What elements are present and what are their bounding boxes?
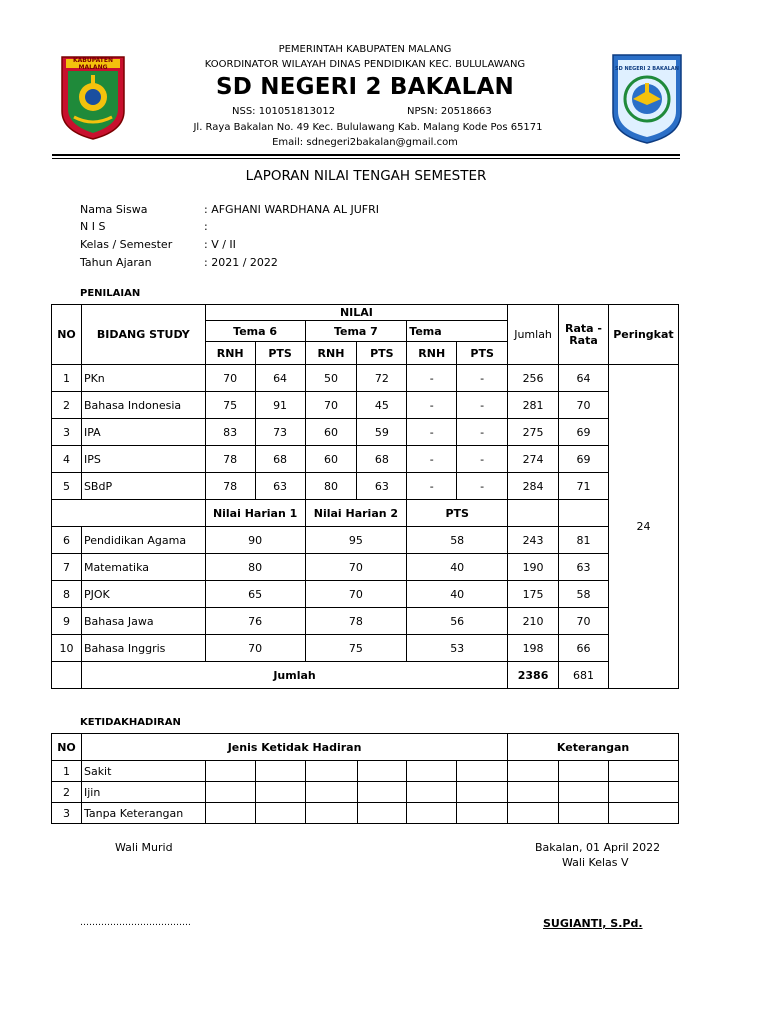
cell: 63	[357, 473, 407, 500]
att-row-no: 3	[52, 803, 82, 824]
student-label-nis: N I S	[80, 220, 106, 233]
cell: 68	[255, 446, 305, 473]
cell	[559, 761, 609, 782]
header-divider-thick	[52, 154, 680, 156]
att-header-no: NO	[52, 734, 82, 761]
cell: 70	[205, 635, 305, 662]
cell: 78	[205, 446, 255, 473]
cell	[255, 761, 305, 782]
cell: -	[457, 365, 508, 392]
header-tema7: Tema 7	[305, 321, 407, 342]
table-row	[52, 419, 679, 446]
header-rnh: RNH	[205, 342, 255, 365]
header-pts: PTS	[457, 342, 508, 365]
cell: 73	[255, 419, 305, 446]
header-nilai-harian-2: Nilai Harian 2	[305, 500, 407, 527]
table-row	[52, 392, 679, 419]
cell: 68	[357, 446, 407, 473]
teacher-name: SUGIANTI, S.Pd.	[543, 917, 643, 930]
nss: NSS: 101051813012	[232, 106, 336, 117]
header-pts-b: PTS	[407, 500, 508, 527]
cell: 40	[407, 554, 508, 581]
row-subject: SBdP	[81, 473, 205, 500]
table-row	[52, 527, 679, 554]
total-jumlah: 2386	[508, 662, 559, 689]
cell	[205, 761, 255, 782]
att-header-jenis: Jenis Ketidak Hadiran	[81, 734, 507, 761]
cell	[457, 803, 508, 824]
row-rata: 66	[559, 635, 609, 662]
cell: 70	[305, 392, 357, 419]
header-line2: KOORDINATOR WILAYAH DINAS PENDIDIKAN KEC. BULULAWANG	[204, 59, 526, 70]
row-subject: PKn	[81, 365, 205, 392]
row-subject: Bahasa Indonesia	[81, 392, 205, 419]
table-row	[52, 581, 679, 608]
student-label-year: Tahun Ajaran	[80, 256, 152, 269]
student-value-class: : V / II	[204, 238, 236, 251]
att-header-keterangan: Keterangan	[508, 734, 679, 761]
cell: 75	[205, 392, 255, 419]
cell: 75	[305, 635, 407, 662]
grades-table	[51, 304, 679, 689]
header-tema6: Tema 6	[205, 321, 305, 342]
cell: 64	[255, 365, 305, 392]
cell: 83	[205, 419, 255, 446]
subheader-blank	[52, 500, 206, 527]
row-jumlah: 256	[508, 365, 559, 392]
cell: -	[457, 419, 508, 446]
header-jumlah: Jumlah	[508, 305, 559, 365]
row-no: 9	[52, 608, 82, 635]
cell: 70	[205, 365, 255, 392]
table-row	[52, 608, 679, 635]
row-rata: 58	[559, 581, 609, 608]
row-no: 1	[52, 365, 82, 392]
row-rata: 69	[559, 446, 609, 473]
cell: -	[407, 365, 457, 392]
subheader-blank	[559, 500, 609, 527]
wali-murid-label: Wali Murid	[115, 841, 173, 854]
att-row-name: Ijin	[81, 782, 205, 803]
wali-kelas-label: Wali Kelas V	[562, 856, 629, 869]
cell: 65	[205, 581, 305, 608]
email: Email: sdnegeri2bakalan@gmail.com	[272, 137, 458, 148]
cell	[508, 803, 559, 824]
cell: 80	[305, 473, 357, 500]
cell: -	[407, 446, 457, 473]
row-jumlah: 210	[508, 608, 559, 635]
cell: 90	[205, 527, 305, 554]
cell: 60	[305, 419, 357, 446]
cell: 78	[205, 473, 255, 500]
cell: 78	[305, 608, 407, 635]
header-peringkat: Peringkat	[608, 305, 678, 365]
row-jumlah: 190	[508, 554, 559, 581]
cell: 58	[407, 527, 508, 554]
header-rnh: RNH	[407, 342, 457, 365]
row-subject: Matematika	[81, 554, 205, 581]
header-pts: PTS	[357, 342, 407, 365]
cell	[255, 803, 305, 824]
cell	[508, 761, 559, 782]
attendance-table	[51, 733, 679, 824]
row-jumlah: 274	[508, 446, 559, 473]
row-no: 3	[52, 419, 82, 446]
row-no: 10	[52, 635, 82, 662]
cell: 76	[205, 608, 305, 635]
table-row	[52, 635, 679, 662]
table-row	[52, 473, 679, 500]
header-bidang: BIDANG STUDY	[81, 305, 205, 365]
cell: -	[457, 446, 508, 473]
place-date: Bakalan, 01 April 2022	[535, 841, 661, 854]
cell: -	[407, 473, 457, 500]
att-row-name: Sakit	[81, 761, 205, 782]
cell: -	[457, 392, 508, 419]
penilaian-heading: PENILAIAN	[80, 288, 141, 299]
cell	[407, 803, 457, 824]
cell: 56	[407, 608, 508, 635]
address: Jl. Raya Bakalan No. 49 Kec. Bululawang Kab. Malang Kode Pos 65171	[193, 122, 543, 133]
cell: 91	[255, 392, 305, 419]
table-row	[52, 554, 679, 581]
row-no: 2	[52, 392, 82, 419]
table-row	[52, 365, 679, 392]
cell	[559, 782, 609, 803]
total-rata: 681	[559, 662, 609, 689]
cell: 60	[305, 446, 357, 473]
cell	[407, 761, 457, 782]
cell: 59	[357, 419, 407, 446]
cell: -	[457, 473, 508, 500]
student-label-class: Kelas / Semester	[80, 238, 173, 251]
att-row-name: Tanpa Keterangan	[81, 803, 205, 824]
student-value-name: : AFGHANI WARDHANA AL JUFRI	[204, 203, 379, 216]
header-rnh: RNH	[305, 342, 357, 365]
left-logo-label: KABUPATEN MALANG	[73, 57, 113, 71]
cell	[205, 782, 255, 803]
cell	[357, 782, 407, 803]
row-subject: Bahasa Inggris	[81, 635, 205, 662]
cell	[609, 782, 679, 803]
table-row	[52, 761, 679, 782]
row-rata: 64	[559, 365, 609, 392]
cell: 70	[305, 554, 407, 581]
cell	[457, 782, 508, 803]
cell: 80	[205, 554, 305, 581]
school-name: SD NEGERI 2 BAKALAN	[216, 74, 514, 100]
cell	[255, 782, 305, 803]
header-no: NO	[52, 305, 82, 365]
att-row-no: 1	[52, 761, 82, 782]
cell: -	[407, 392, 457, 419]
row-rata: 63	[559, 554, 609, 581]
cell	[305, 782, 357, 803]
cell: 45	[357, 392, 407, 419]
subheader-blank	[508, 500, 559, 527]
cell: 53	[407, 635, 508, 662]
npsn: NPSN: 20518663	[407, 106, 492, 117]
row-rata: 81	[559, 527, 609, 554]
cell: 63	[255, 473, 305, 500]
cell: 50	[305, 365, 357, 392]
row-rata: 70	[559, 608, 609, 635]
ketidakhadiran-heading: KETIDAKHADIRAN	[80, 717, 181, 728]
header-rata: Rata - Rata	[559, 305, 609, 365]
row-jumlah: 175	[508, 581, 559, 608]
student-value-year: : 2021 / 2022	[204, 256, 278, 269]
row-no: 8	[52, 581, 82, 608]
row-jumlah: 284	[508, 473, 559, 500]
parent-signature-line: ……………………………….	[80, 918, 191, 928]
cell	[457, 761, 508, 782]
right-logo-label: SD NEGERI 2 BAKALAN	[615, 66, 679, 72]
cell	[357, 761, 407, 782]
table-row	[52, 782, 679, 803]
cell	[559, 803, 609, 824]
cell	[609, 761, 679, 782]
row-rata: 69	[559, 419, 609, 446]
report-title: LAPORAN NILAI TENGAH SEMESTER	[245, 168, 487, 184]
row-jumlah: 243	[508, 527, 559, 554]
cell	[508, 782, 559, 803]
student-label-name: Nama Siswa	[80, 203, 148, 216]
header-divider-thin	[52, 158, 680, 159]
cell: 72	[357, 365, 407, 392]
row-no: 5	[52, 473, 82, 500]
header-pts: PTS	[255, 342, 305, 365]
cell	[357, 803, 407, 824]
total-blank	[52, 662, 82, 689]
cell: 40	[407, 581, 508, 608]
row-no: 7	[52, 554, 82, 581]
row-jumlah: 281	[508, 392, 559, 419]
cell	[205, 803, 255, 824]
row-rata: 70	[559, 392, 609, 419]
row-subject: PJOK	[81, 581, 205, 608]
table-row	[52, 446, 679, 473]
cell: 70	[305, 581, 407, 608]
total-row	[52, 662, 679, 689]
cell: 95	[305, 527, 407, 554]
row-rata: 71	[559, 473, 609, 500]
row-subject: Pendidikan Agama	[81, 527, 205, 554]
header-line1: PEMERINTAH KABUPATEN MALANG	[278, 44, 452, 55]
cell	[305, 761, 357, 782]
cell	[609, 803, 679, 824]
row-jumlah: 198	[508, 635, 559, 662]
row-subject: Bahasa Jawa	[81, 608, 205, 635]
cell	[407, 782, 457, 803]
att-row-no: 2	[52, 782, 82, 803]
cell	[305, 803, 357, 824]
row-jumlah: 275	[508, 419, 559, 446]
header-tema: Tema	[407, 321, 508, 342]
row-subject: IPA	[81, 419, 205, 446]
student-value-nis: :	[204, 220, 208, 233]
total-label: Jumlah	[81, 662, 507, 689]
row-no: 6	[52, 527, 82, 554]
header-nilai-harian-1: Nilai Harian 1	[205, 500, 305, 527]
row-no: 4	[52, 446, 82, 473]
table-row	[52, 803, 679, 824]
cell: -	[407, 419, 457, 446]
row-subject: IPS	[81, 446, 205, 473]
header-nilai: NILAI	[205, 305, 507, 321]
peringkat-value: 24	[608, 365, 678, 689]
